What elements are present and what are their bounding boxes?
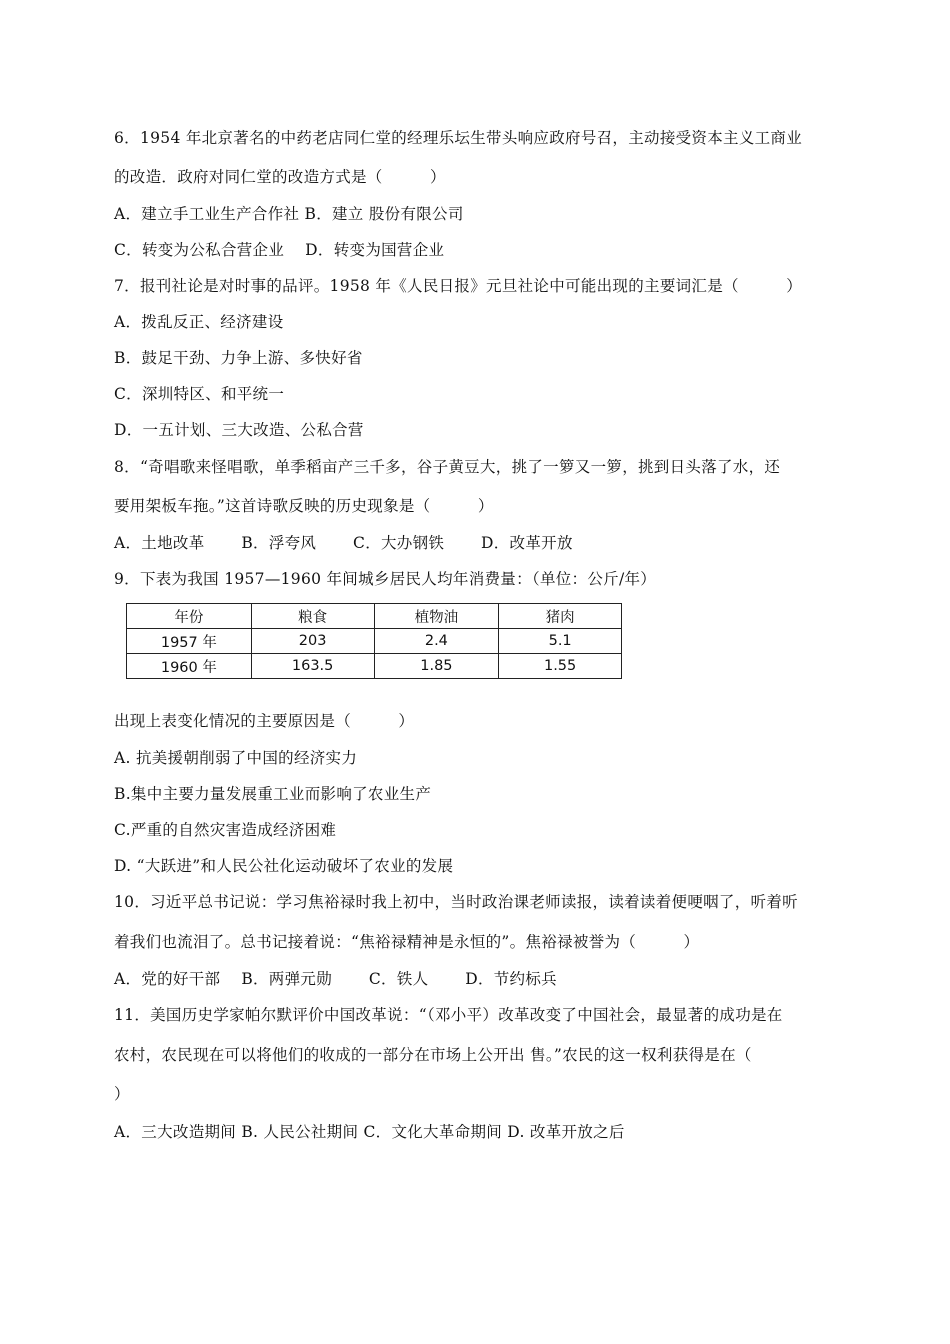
table-cell: 1957 年 xyxy=(127,629,252,654)
q9-option-a: A. 抗美援朝削弱了中国的经济实力 xyxy=(114,749,358,767)
q8-stem-line2: 要用架板车拖。”这首诗歌反映的历史现象是（ ） xyxy=(114,497,494,515)
q7-option-a: A．拨乱反正、经济建设 xyxy=(114,313,284,331)
table-row xyxy=(127,629,622,654)
q9-option-d: D. “大跃进”和人民公社化运动破坏了农业的发展 xyxy=(114,857,454,875)
q7-option-d: D．一五计划、三大改造、公私合营 xyxy=(114,421,364,439)
table-header-row xyxy=(127,604,622,629)
q10-options: A．党的好干部 B．两弹元勋 C．铁人 D．节约标兵 xyxy=(114,970,557,988)
q6-options-line1: A．建立手工业生产合作社 B．建立 股份有限公司 xyxy=(114,205,464,223)
table-header-cell: 猪肉 xyxy=(499,604,622,629)
table-cell: 5.1 xyxy=(499,629,622,654)
q6-stem-line1: 6．1954 年北京著名的中药老店同仁堂的经理乐坛生带头响应政府号召，主动接受资本主义工商业 xyxy=(114,129,803,147)
q11-stem-line2: 农村，农民现在可以将他们的收成的一部分在市场上公开出 售。”农民的这一权利获得是在（ xyxy=(114,1046,752,1064)
q11-options: A．三大改造期间 B. 人民公社期间 C．文化大革命期间 D. 改革开放之后 xyxy=(114,1123,625,1141)
q11-stem-line1: 11．美国历史学家帕尔默评价中国改革说：“（邓小平）改革改变了中国社会，最显著的成功是在 xyxy=(114,1006,783,1024)
consumption-table xyxy=(126,603,622,679)
table-cell: 163.5 xyxy=(251,654,374,679)
q10-stem-line1: 10．习近平总书记说：学习焦裕禄时我上初中，当时政治课老师读报，读着读着便哽咽了，听着听 xyxy=(114,893,798,911)
q7-stem: 7．报刊社论是对时事的品评。1958 年《人民日报》元旦社论中可能出现的主要词汇是（ ） xyxy=(114,277,803,295)
q10-stem-line2: 着我们也流泪了。总书记接着说：“焦裕禄精神是永恒的”。焦裕禄被誉为（ ） xyxy=(114,933,700,951)
q9-question: 出现上表变化情况的主要原因是（ ） xyxy=(114,712,415,730)
q8-stem-line1: 8．“奇唱歌来怪唱歌，单季稻亩产三千多，谷子黄豆大，挑了一箩又一箩，挑到日头落了水，还 xyxy=(114,458,781,476)
table-cell: 1960 年 xyxy=(127,654,252,679)
q9-stem: 9．下表为我国 1957—1960 年间城乡居民人均年消费量：（单位：公斤/年） xyxy=(114,570,657,588)
table-cell: 2.4 xyxy=(374,629,499,654)
table-cell: 1.55 xyxy=(499,654,622,679)
q8-options: A．土地改革 B．浮夸风 C．大办钢铁 D．改革开放 xyxy=(114,534,573,552)
q9-option-c: C.严重的自然灾害造成经济困难 xyxy=(114,821,337,839)
q7-option-c: C．深圳特区、和平统一 xyxy=(114,385,285,403)
table-header-cell: 年份 xyxy=(127,604,252,629)
q7-option-b: B．鼓足干劲、力争上游、多快好省 xyxy=(114,349,363,367)
table-header-cell: 粮食 xyxy=(251,604,374,629)
q6-options-line2: C．转变为公私合营企业 D．转变为国营企业 xyxy=(114,241,445,259)
table-cell: 1.85 xyxy=(374,654,499,679)
q11-stem-line3: ） xyxy=(114,1085,130,1103)
q9-option-b: B.集中主要力量发展重工业而影响了农业生产 xyxy=(114,785,432,803)
table-row xyxy=(127,654,622,679)
table-cell: 203 xyxy=(251,629,374,654)
table-header-cell: 植物油 xyxy=(374,604,499,629)
q6-stem-line2: 的改造．政府对同仁堂的改造方式是（ ） xyxy=(114,168,446,186)
